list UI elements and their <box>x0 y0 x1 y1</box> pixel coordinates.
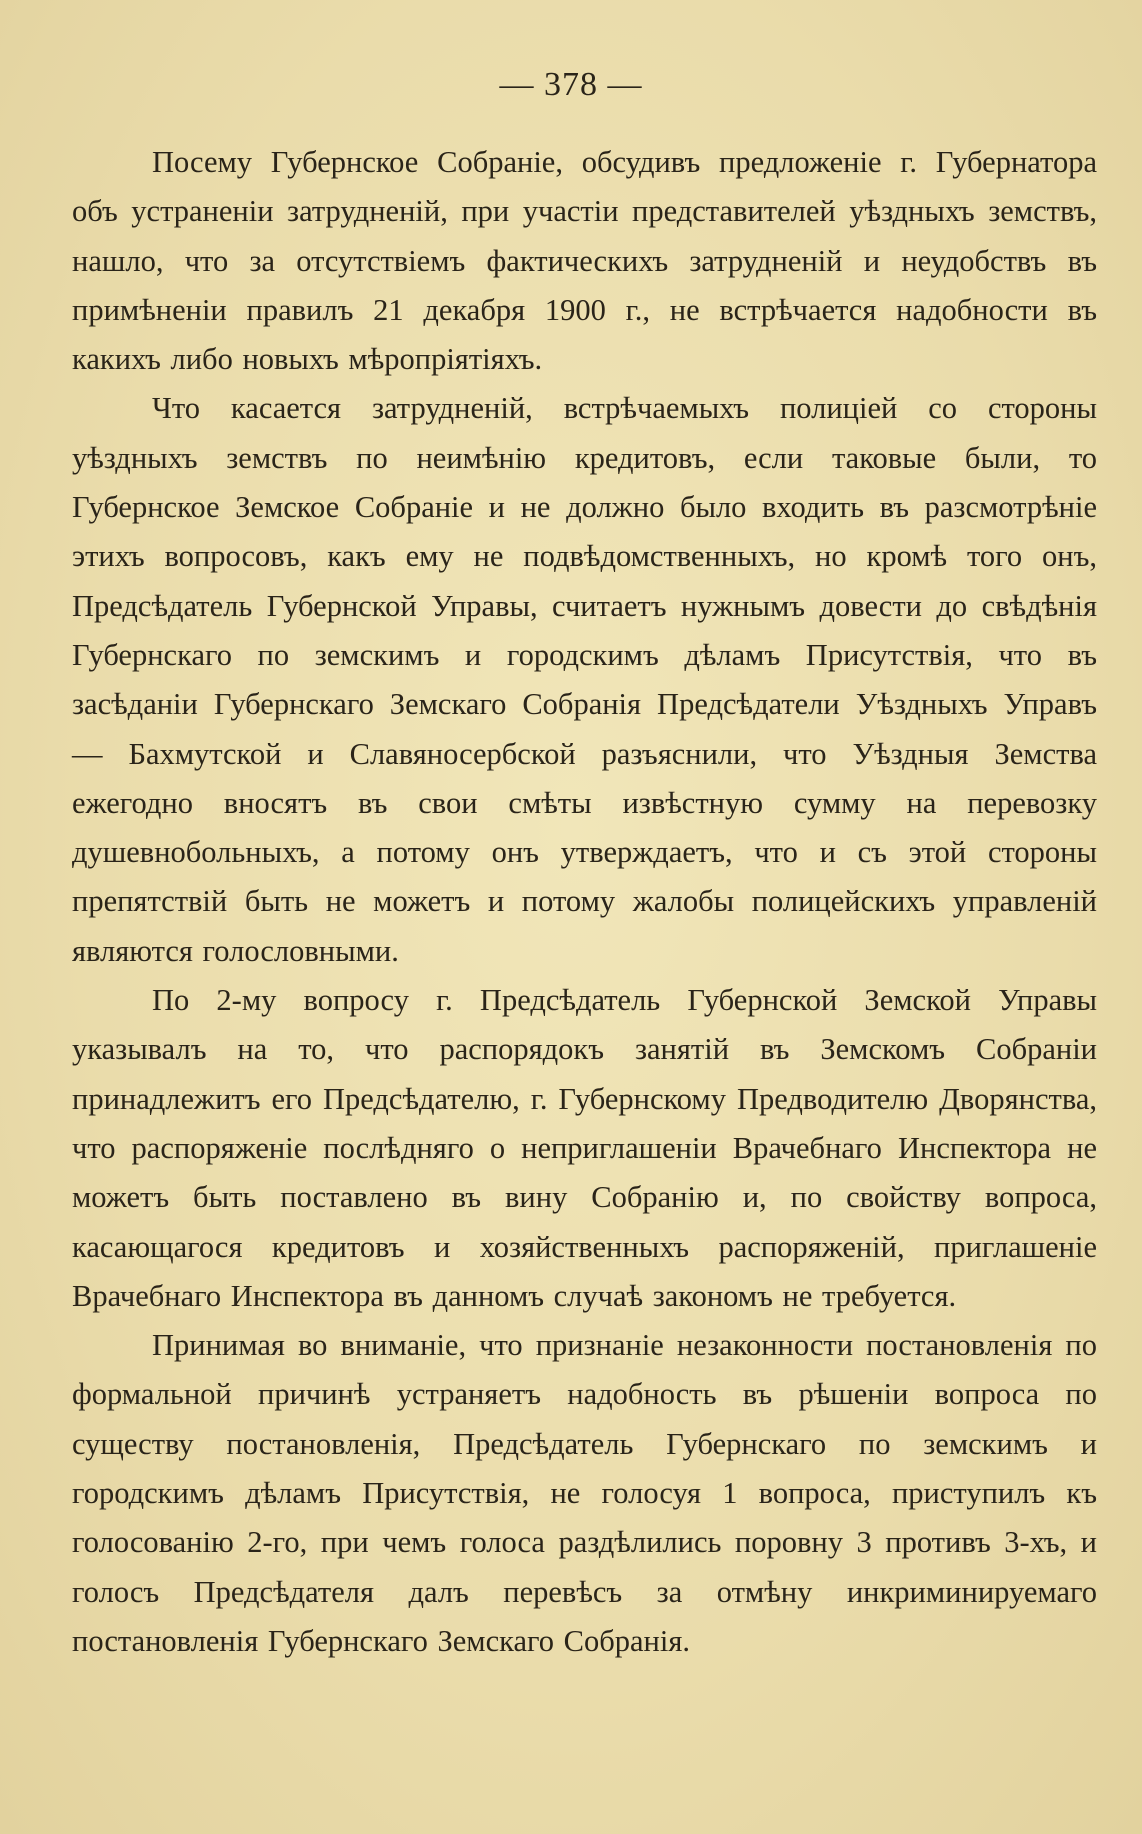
paragraph-2: Что касается затрудненій, встрѣчаемыхъ полиціей со стороны уѣздныхъ земствъ по неимѣнію кредитовъ, если таковые были, то Губернское Земское Собраніе и не должно было входить въ разсмотрѣніе этихъ вопросовъ, какъ ему не подвѣдомственныхъ, но кромѣ того онъ, Предсѣдатель Губернской Управы, считаетъ нужнымъ довести до свѣдѣнія Губернскаго по земскимъ и городскимъ дѣламъ Присутствія, что въ засѣданіи Губернскаго Земскаго Собранія Предсѣдатели Уѣздныхъ Управъ — Бахмутской и Славяносербской разъяснили, что Уѣздныя Земства ежегодно вносятъ въ свои смѣты извѣстную сумму на перевозку душевнобольныхъ, а потому онъ утверждаетъ, что и съ этой стороны препятствій быть не можетъ и потому жалобы полицейскихъ управленій являются голословными. <box>72 391 1097 968</box>
page-number: — 378 — <box>499 66 643 103</box>
paragraph-4: Принимая во вниманіе, что признаніе незаконности постановленія по формальной причинѣ устраняетъ надобность въ рѣшеніи вопроса по существу постановленія, Предсѣдатель Губернскаго по земскимъ и городскимъ дѣламъ Присутствія, не голосуя 1 вопроса, приступилъ къ голосованію 2-го, при чемъ голоса раздѣлились поровну 3 противъ 3-хъ, и голосъ Предсѣдателя далъ перевѣсъ за отмѣну инкриминируемаго постановленія Губернскаго Земскаго Собранія. <box>72 1328 1097 1658</box>
paragraph-1: Посему Губернское Собраніе, обсудивъ предложеніе г. Губернатора объ устраненіи затрудненій, при участіи представителей уѣздныхъ земствъ, нашло, что за отсутствіемъ фактическихъ затрудненій и неудобствъ въ примѣненіи правилъ 21 декабря 1900 г., не встрѣчается надобности въ какихъ либо новыхъ мѣропріятіяхъ. <box>72 145 1097 377</box>
paragraph-3: По 2-му вопросу г. Предсѣдатель Губернской Земской Управы указывалъ на то, что распорядокъ занятій въ Земскомъ Собраніи принадлежитъ его Предсѣдателю, г. Губернскому Предводителю Дворянства, что распоряженіе послѣдняго о неприглашеніи Врачебнаго Инспектора не можетъ быть поставлено въ вину Собранію и, по свойству вопроса, касающагося кредитовъ и хозяйственныхъ распоряженій, приглашеніе Врачебнаго Инспектора въ данномъ случаѣ закономъ не требуется. <box>72 983 1097 1313</box>
page-body <box>72 138 1097 1666</box>
